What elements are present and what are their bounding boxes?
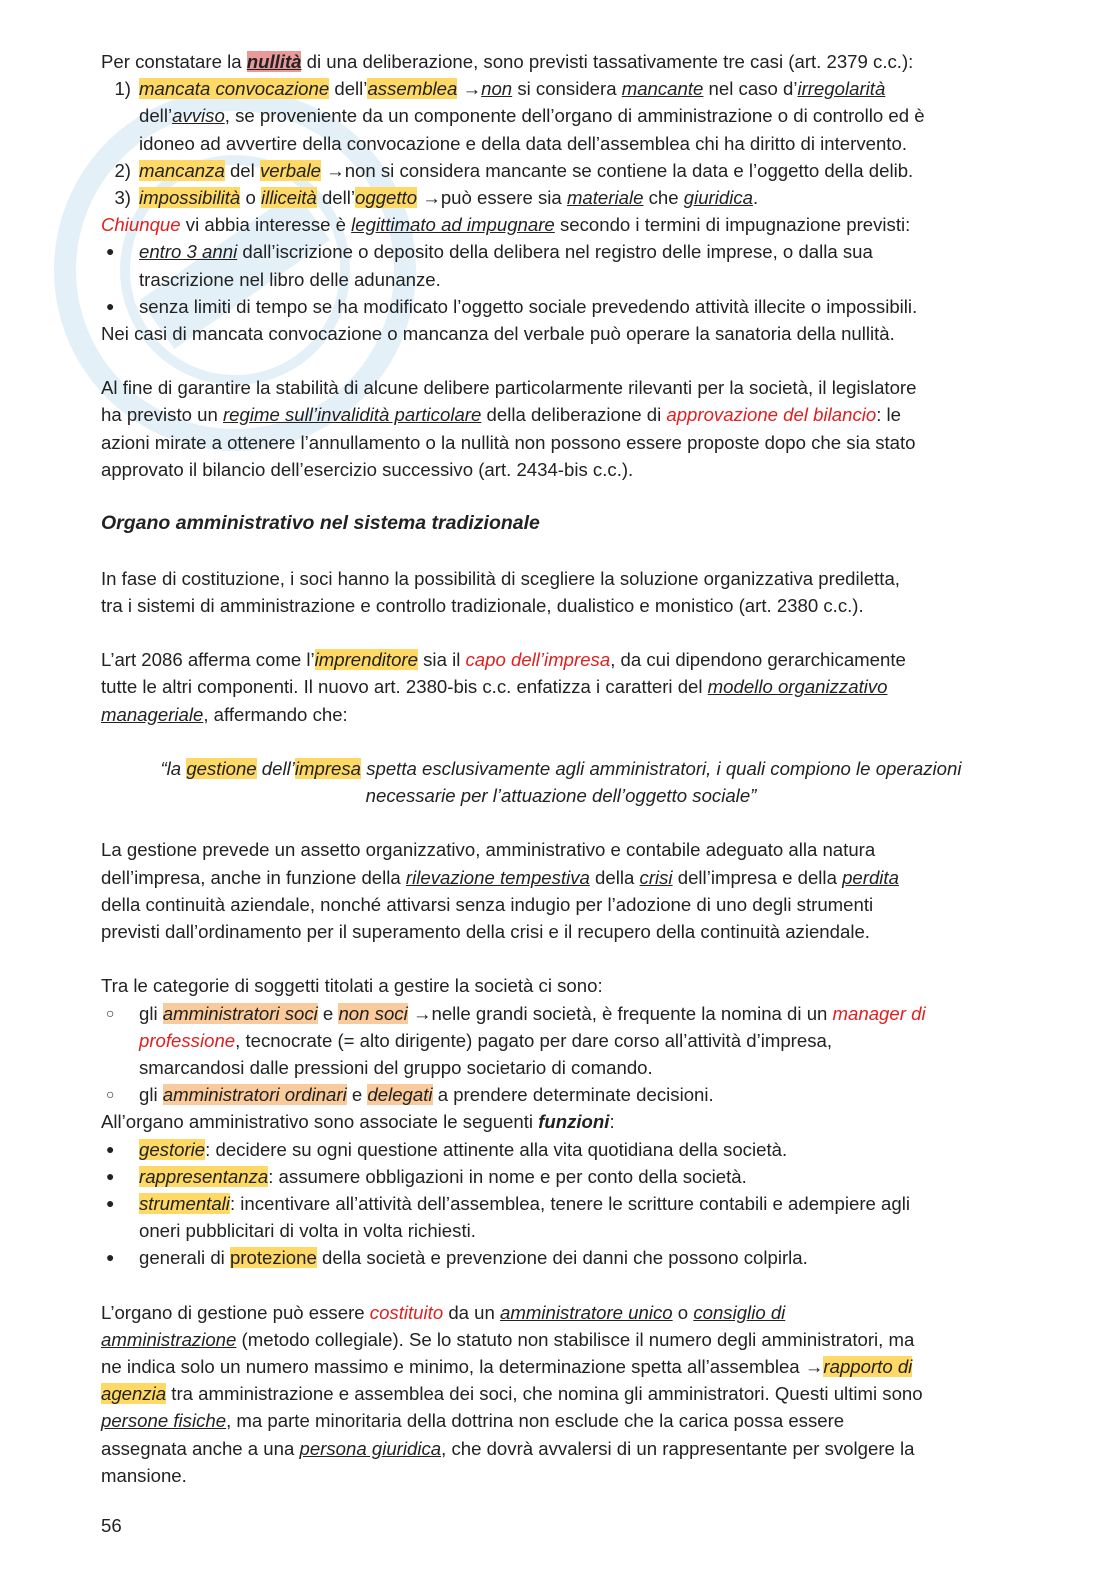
text-line: trascrizione nel libro delle adunanze. [139, 268, 441, 290]
text-line: amministrazione (metodo collegiale). Se lo statuto non stabilisce il numero degli amministratori, ma [101, 1328, 915, 1350]
quote-line: “la gestione dell’impresa spetta esclusivamente agli amministratori, i quali compiono le operazioni [160, 757, 962, 779]
circle-bullet-icon: ○ [106, 1004, 115, 1021]
text-line: dell’impresa, anche in funzione della rilevazione tempestiva della crisi dell’impresa e della perdita [101, 866, 899, 888]
text-line: manageriale, affermando che: [101, 703, 348, 725]
text-line: smarcandosi dalle pressioni del gruppo societario di comando. [139, 1056, 653, 1078]
bullet-item: ● strumentali: incentivare all’attività dell’assemblea, tenere le scritture contabili e adempiere agli [101, 1190, 1021, 1217]
list-item: 1) mancata convocazione dell’assemblea →non si considera mancante nel caso d’irregolarità [101, 75, 1021, 102]
text-line: L’organo di gestione può essere costituito da un amministratore unico o consiglio di [101, 1301, 786, 1323]
text-line: ne indica solo un numero massimo e minimo, la determinazione spetta all’assemblea →rapporto di [101, 1356, 913, 1377]
text-line: oneri pubblicitari di volta in volta richiesti. [139, 1220, 476, 1242]
bullet-item: ● senza limiti di tempo se ha modificato l’oggetto sociale prevedendo attività illecite o impossibili. [101, 293, 1021, 320]
text-line: Al fine di garantire la stabilità di alcune delibere particolarmente rilevanti per la società, il legislatore [101, 377, 917, 399]
text-line: Per constatare la nullità di una deliberazione, sono previsti tassativamente tre casi (art. 2379 c.c.): [101, 51, 914, 72]
text-line: azioni mirate a ottenere l’annullamento o la nullità non possono essere proposte dopo che sia stato [101, 431, 916, 453]
text-line: professione, tecnocrate (= alto dirigente) pagato per dare corso all’attività d’impresa, [139, 1029, 833, 1051]
text-line: tra i sistemi di amministrazione e controllo tradizionale, dualistico e monistico (art. 2380 c.c.). [101, 594, 864, 616]
bullet-icon: ● [106, 1140, 115, 1157]
bullet-item: ○ gli amministratori soci e non soci →nelle grandi società, è frequente la nomina di un manager di [101, 1000, 1021, 1027]
text-line: persone fisiche, ma parte minoritaria della dottrina non esclude che la carica possa essere [101, 1410, 845, 1432]
text-line: della continuità aziendale, nonché attivarsi senza indugio per l’adozione di uno degli strumenti [101, 893, 874, 915]
bullet-icon: ● [106, 1249, 115, 1266]
page-number: 56 [101, 1515, 122, 1536]
bullet-icon: ● [106, 297, 115, 314]
text-line: Tra le categorie di soggetti titolati a gestire la società ci sono: [101, 975, 603, 997]
text-line: ha previsto un regime sull’invalidità particolare della deliberazione di approvazione del bilancio: le [101, 404, 902, 426]
text-line: In fase di costituzione, i soci hanno la possibilità di scegliere la soluzione organizzativa prediletta, [101, 567, 900, 589]
list-item: 2) mancanza del verbale →non si considera mancante se contiene la data e l’oggetto della delib. [101, 157, 1021, 184]
text-line: assegnata anche a una persona giuridica, che dovrà avvalersi di un rappresentante per svolgere la [101, 1437, 915, 1459]
bullet-icon: ● [106, 243, 115, 260]
text-line: All’organo amministrativo sono associate le seguenti funzioni: [101, 1111, 615, 1133]
text-line: dell’avviso, se proveniente da un componente dell’organo di amministrazione o di controllo ed è [139, 105, 925, 127]
section-heading: Organo amministrativo nel sistema tradizionale [101, 512, 540, 535]
text-line: idoneo ad avvertire della convocazione e della data dell’assemblea chi ha diritto di intervento. [139, 132, 907, 154]
quote-line: necessarie per l’attuazione dell’oggetto sociale” [365, 785, 757, 807]
bullet-item: ○ gli amministratori ordinari e delegati a prendere determinate decisioni. [101, 1081, 1021, 1108]
circle-bullet-icon: ○ [106, 1086, 115, 1103]
list-number: 3) [114, 186, 131, 208]
text-line: mansione. [101, 1464, 187, 1486]
bullet-item: ● rappresentanza: assumere obbligazioni in nome e per conto della società. [101, 1163, 1021, 1190]
page-content [101, 48, 1021, 1489]
text-line: Nei casi di mancata convocazione o mancanza del verbale può operare la sanatoria della nullità. [101, 322, 895, 344]
list-number: 2) [114, 159, 131, 181]
bullet-icon: ● [106, 1167, 115, 1184]
bullet-icon: ● [106, 1194, 115, 1211]
highlight-nullita: nullità [246, 51, 302, 72]
text-line: agenzia tra amministrazione e assemblea dei soci, che nomina gli amministratori. Questi ultimi sono [101, 1383, 923, 1405]
text-line: La gestione prevede un assetto organizzativo, amministrativo e contabile adeguato alla natura [101, 839, 876, 861]
list-item: 3) impossibilità o illiceità dell’oggetto →può essere sia materiale che giuridica. [101, 184, 1021, 211]
bullet-item: ● generali di protezione della società e prevenzione dei danni che possono colpirla. [101, 1244, 1021, 1271]
bullet-item: ● gestorie: decidere su ogni questione attinente alla vita quotidiana della società. [101, 1136, 1021, 1163]
text-line: L’art 2086 afferma come l’imprenditore sia il capo dell’impresa, da cui dipendono gerarchicamente [101, 649, 906, 671]
text-line: previsti dall’ordinamento per il superamento della crisi e il recupero della continuità aziendale. [101, 921, 870, 942]
bullet-item: ● entro 3 anni dall’iscrizione o deposito della delibera nel registro delle imprese, o dalla sua [101, 238, 1021, 265]
text-line: Chiunque vi abbia interesse è legittimato ad impugnare secondo i termini di impugnazione previsti: [101, 214, 911, 236]
text-line: approvato il bilancio dell’esercizio successivo (art. 2434-bis c.c.). [101, 458, 634, 480]
list-number: 1) [114, 78, 131, 100]
text-line: tutte le altri componenti. Il nuovo art. 2380-bis c.c. enfatizza i caratteri del modello organizzativo [101, 676, 888, 698]
